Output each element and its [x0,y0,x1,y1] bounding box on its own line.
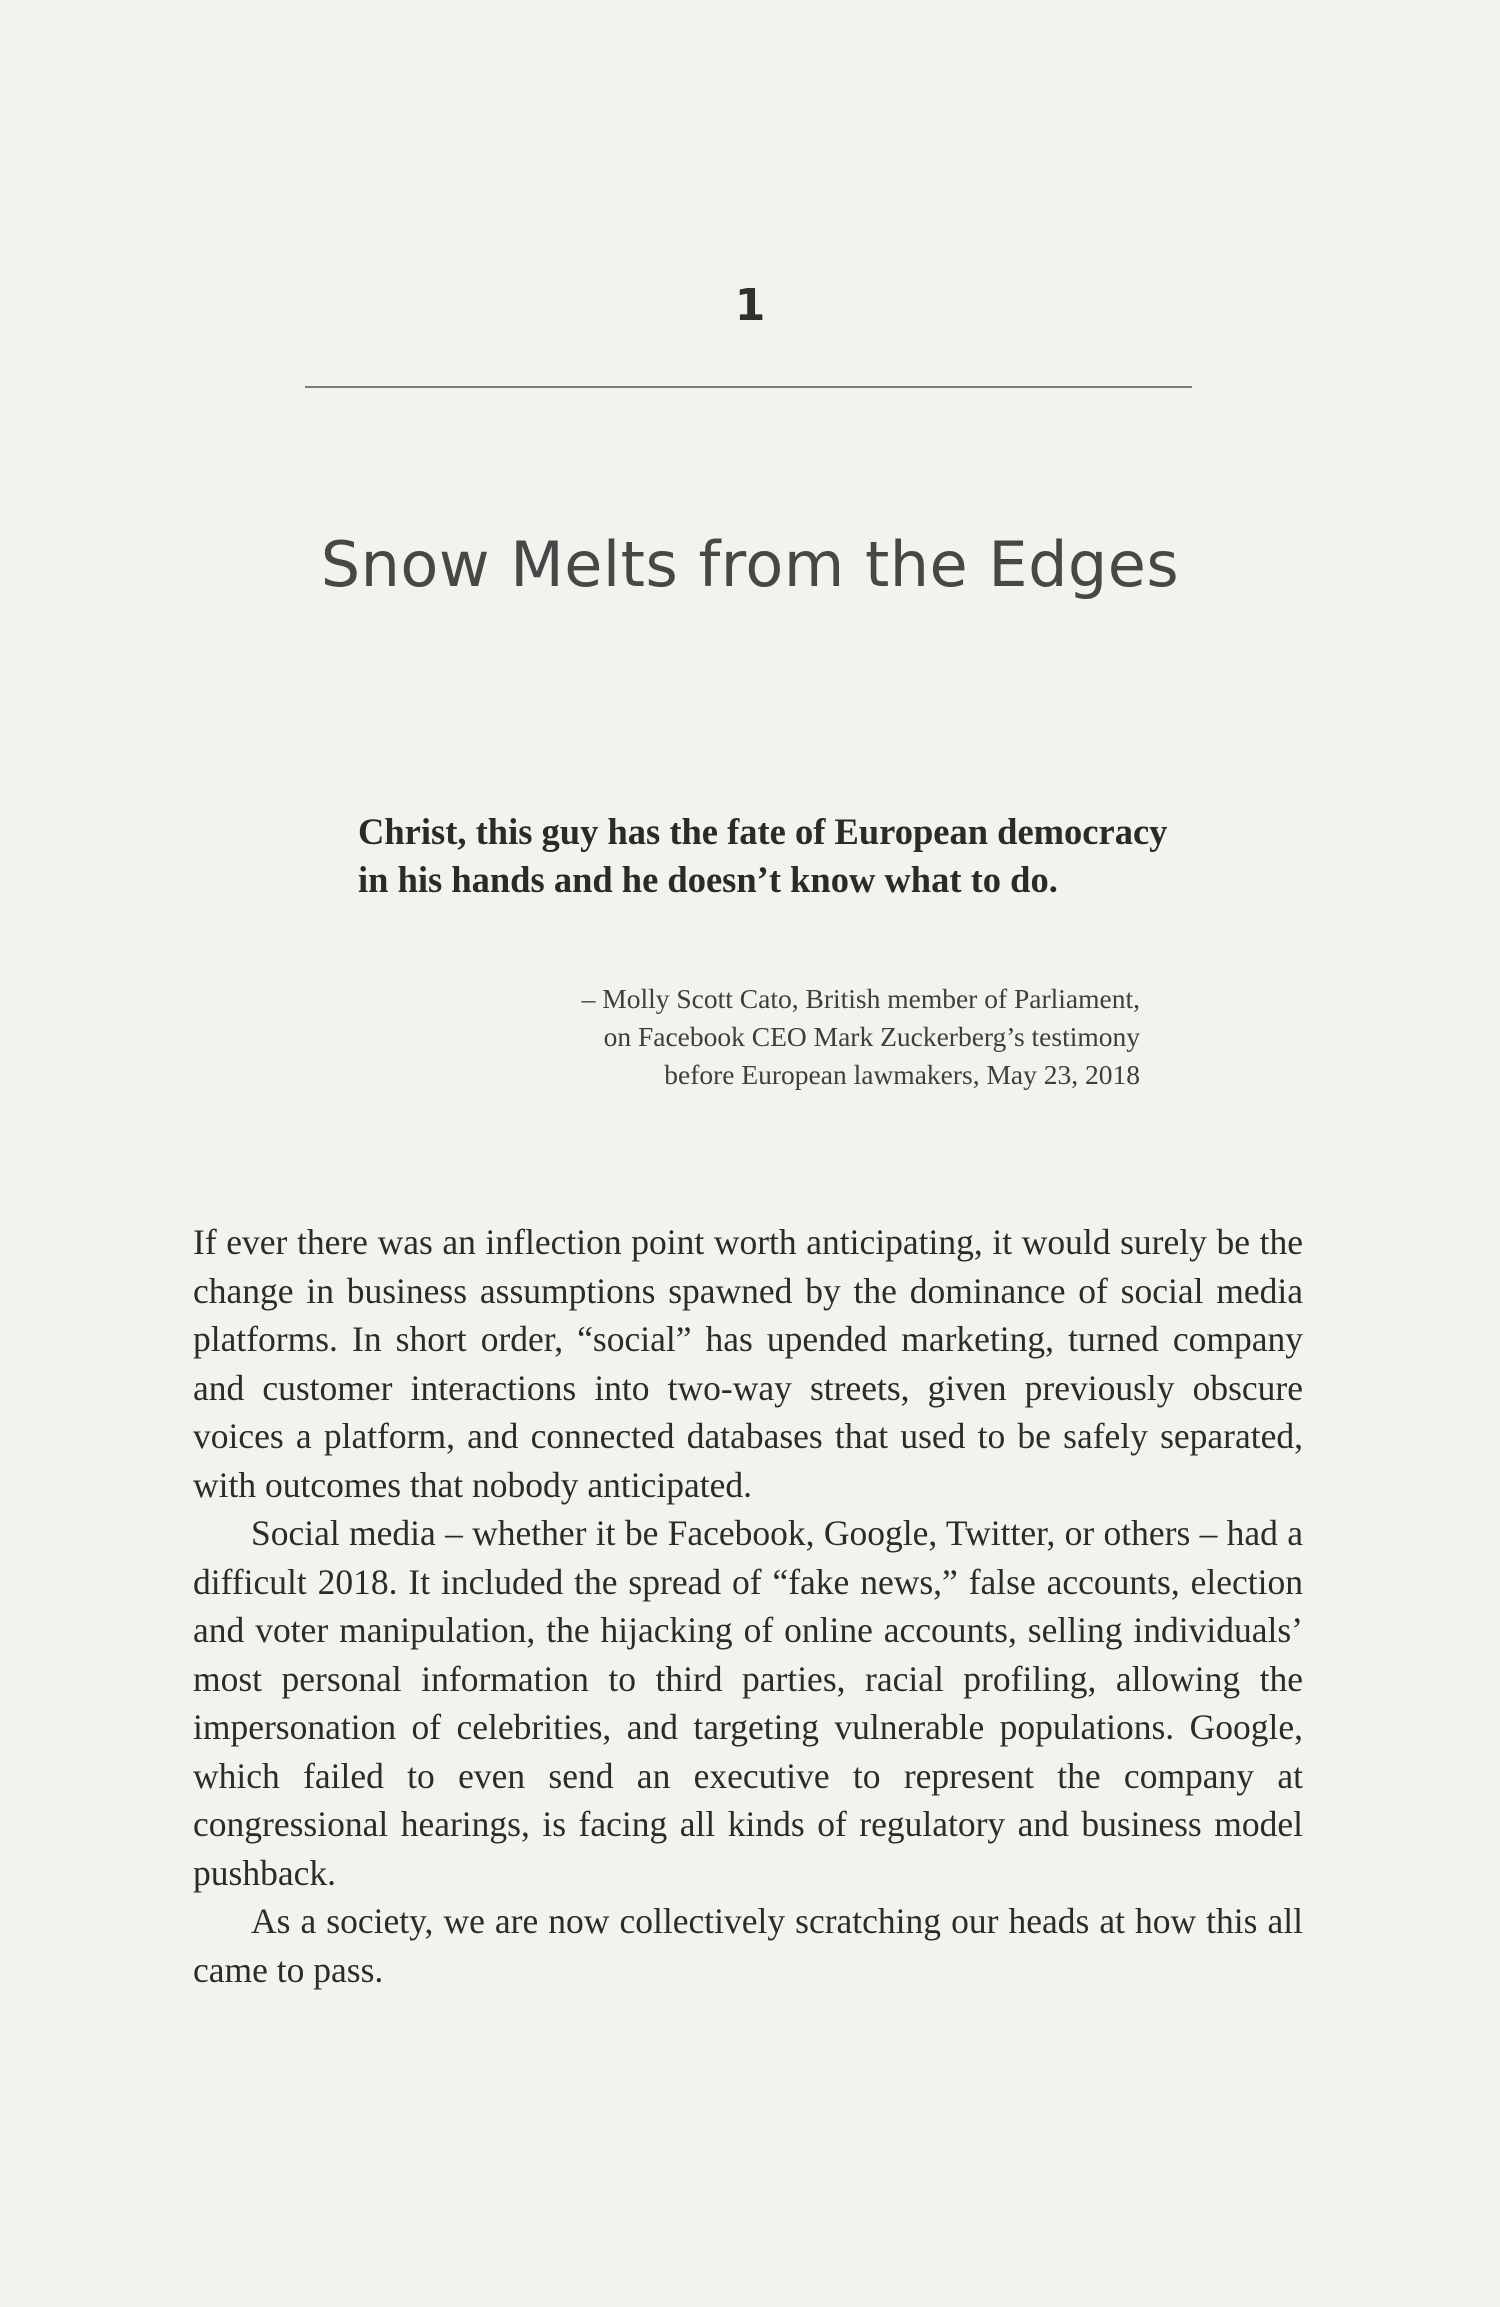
attribution-line: on Facebook CEO Mark Zuckerberg’s testimony [603,1021,1140,1052]
attribution-line: – Molly Scott Cato, British member of Parliament, [581,983,1140,1014]
chapter-number: 1 [734,280,766,331]
paragraph: As a society, we are now collectively scratching our heads at how this all came to pass. [193,1901,1303,1990]
epigraph-attribution [420,980,1140,1094]
chapter-divider [305,386,1192,388]
chapter-title: Snow Melts from the Edges [320,528,1180,601]
body-text [193,1218,1303,1994]
attribution-line: before European lawmakers, May 23, 2018 [664,1059,1140,1090]
paragraph: If ever there was an inflection point worth anticipating, it would surely be the change in business assumptions spawned by the dominance of social media platforms. In short order, “social” has upended marketing, turned company and customer interactions into two-way streets, given previously obscure voices a platform, and connected databases that used to be safely separated, with outcomes that nobody anticipated. [193,1222,1303,1505]
epigraph-quote: Christ, this guy has the fate of European democracy in his hands and he doesn’t know what to do. [358,811,1168,900]
paragraph: Social media – whether it be Facebook, Google, Twitter, or others – had a difficult 2018. It included the spread of “fake news,” false accounts, election and voter manipulation, the hijacking of online accounts, selling individuals’ most personal information to third parties, racial profiling, allowing the impersonation of celebrities, and targeting vulnerable populations. Google, which failed to even send an executive to represent the company at congressional hearings, is facing all kinds of regulatory and business model pushback. [193,1513,1303,1893]
